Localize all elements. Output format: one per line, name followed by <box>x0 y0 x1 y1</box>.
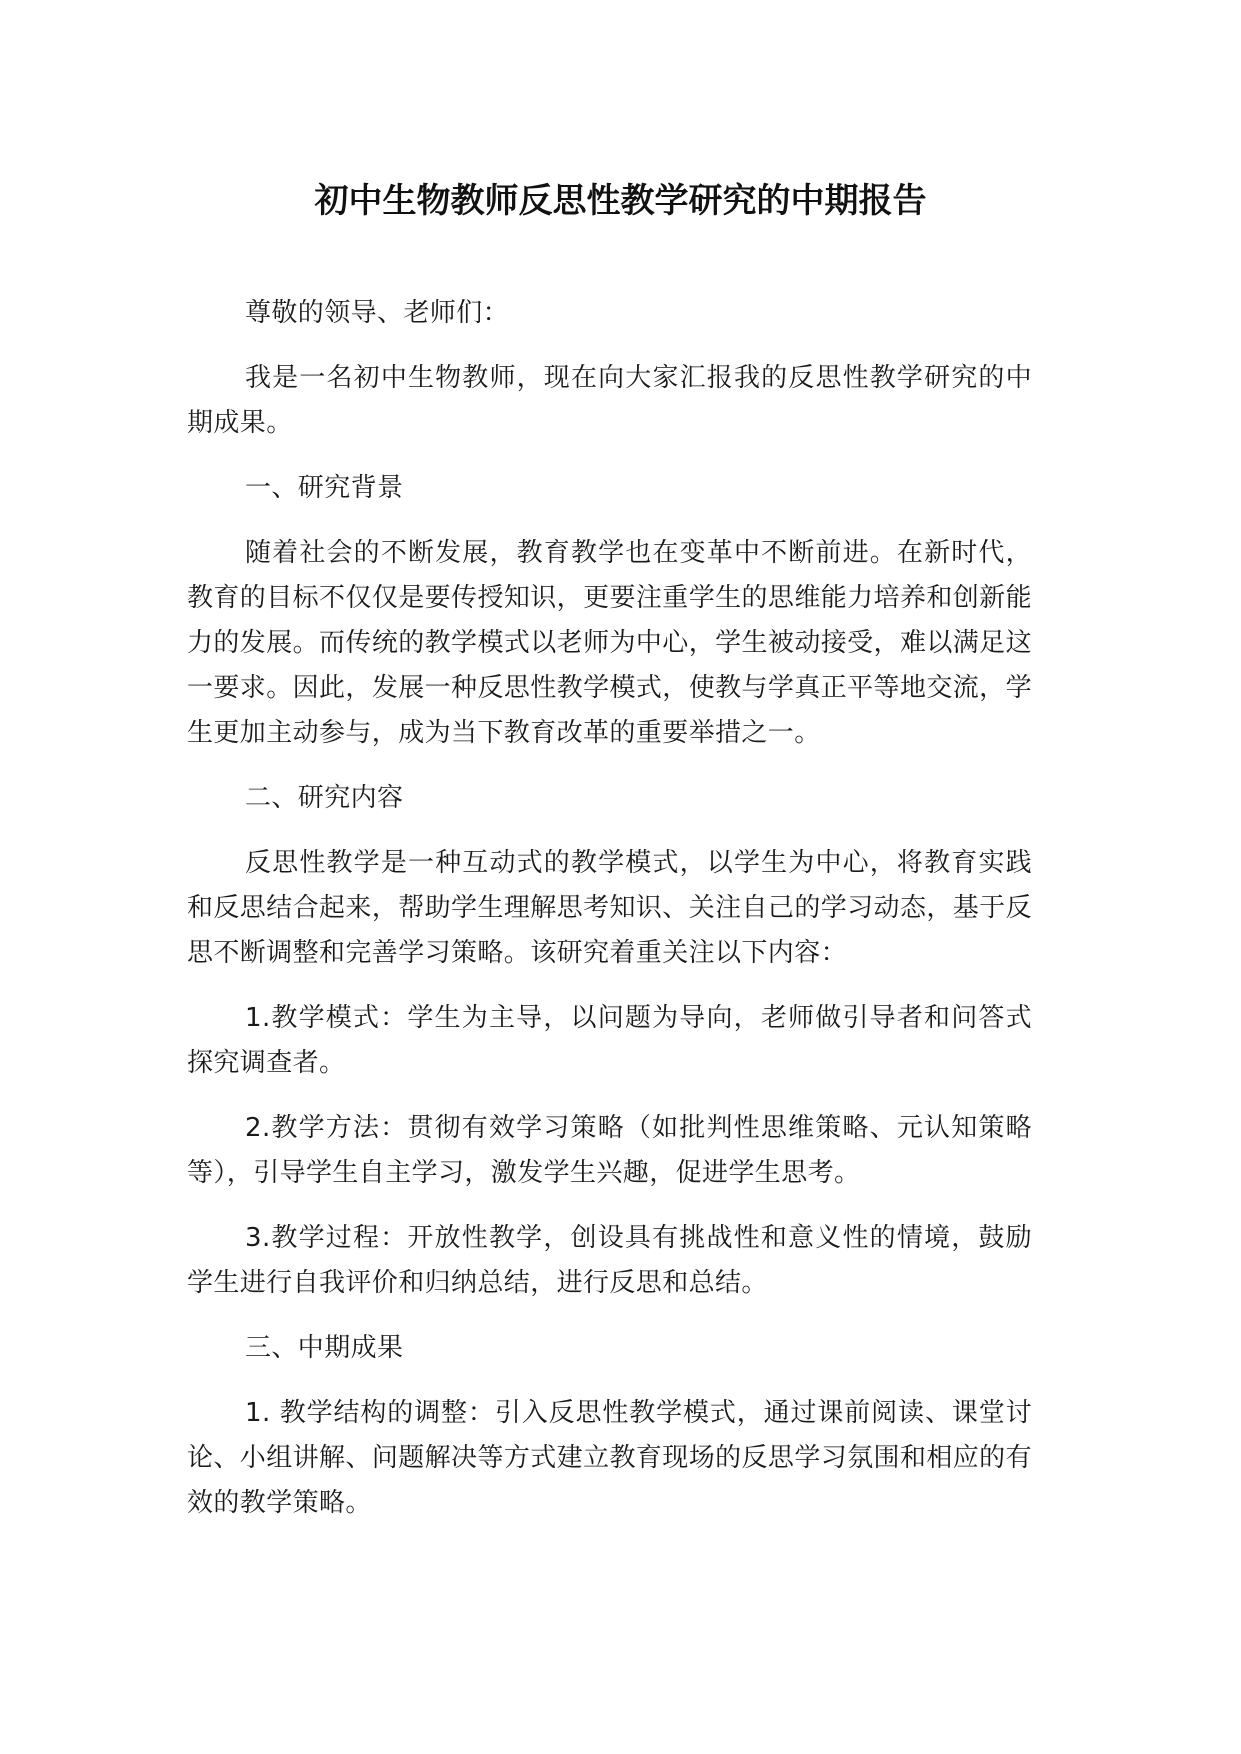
salutation: 尊敬的领导、老师们： <box>245 298 510 328</box>
section-heading-content: 二、研究内容 <box>245 783 404 813</box>
document-title: 初中生物教师反思性教学研究的中期报告 <box>314 181 927 221</box>
list-item-structure-adjustment: 1. 教学结构的调整：引入反思性教学模式，通过课前阅读、课堂讨论、小组讲解、问题解决等方式建立教育现场的反思学习氛围和相应的有效的教学策略。 <box>187 1398 1032 1518</box>
content-paragraph: 反思性教学是一种互动式的教学模式，以学生为中心，将教育实践和反思结合起来，帮助学生理解思考知识、关注自己的学习动态，基于反思不断调整和完善学习策略。该研究着重关注以下内容： <box>187 848 1032 968</box>
background-paragraph: 随着社会的不断发展，教育教学也在变革中不断前进。在新时代，教育的目标不仅仅是要传授知识，更要注重学生的思维能力培养和创新能力的发展。而传统的教学模式以老师为中心，学生被动接受，难以满足这一要求。因此，发展一种反思性教学模式，使教与学真正平等地交流，学生更加主动参与，成为当下教育改革的重要举措之一。 <box>187 538 1032 748</box>
list-item-teaching-mode: 1.教学模式：学生为主导，以问题为导向，老师做引导者和问答式探究调查者。 <box>187 1003 1032 1078</box>
section-heading-background: 一、研究背景 <box>245 473 404 503</box>
list-item-teaching-process: 3.教学过程：开放性教学，创设具有挑战性和意义性的情境，鼓励学生进行自我评价和归纳总结，进行反思和总结。 <box>187 1223 1032 1298</box>
section-heading-results: 三、中期成果 <box>245 1333 404 1363</box>
intro-paragraph: 我是一名初中生物教师，现在向大家汇报我的反思性教学研究的中期成果。 <box>187 363 1032 438</box>
list-item-teaching-method: 2.教学方法：贯彻有效学习策略（如批判性思维策略、元认知策略等），引导学生自主学习，激发学生兴趣，促进学生思考。 <box>187 1113 1032 1188</box>
document-body <box>187 291 1032 1546</box>
